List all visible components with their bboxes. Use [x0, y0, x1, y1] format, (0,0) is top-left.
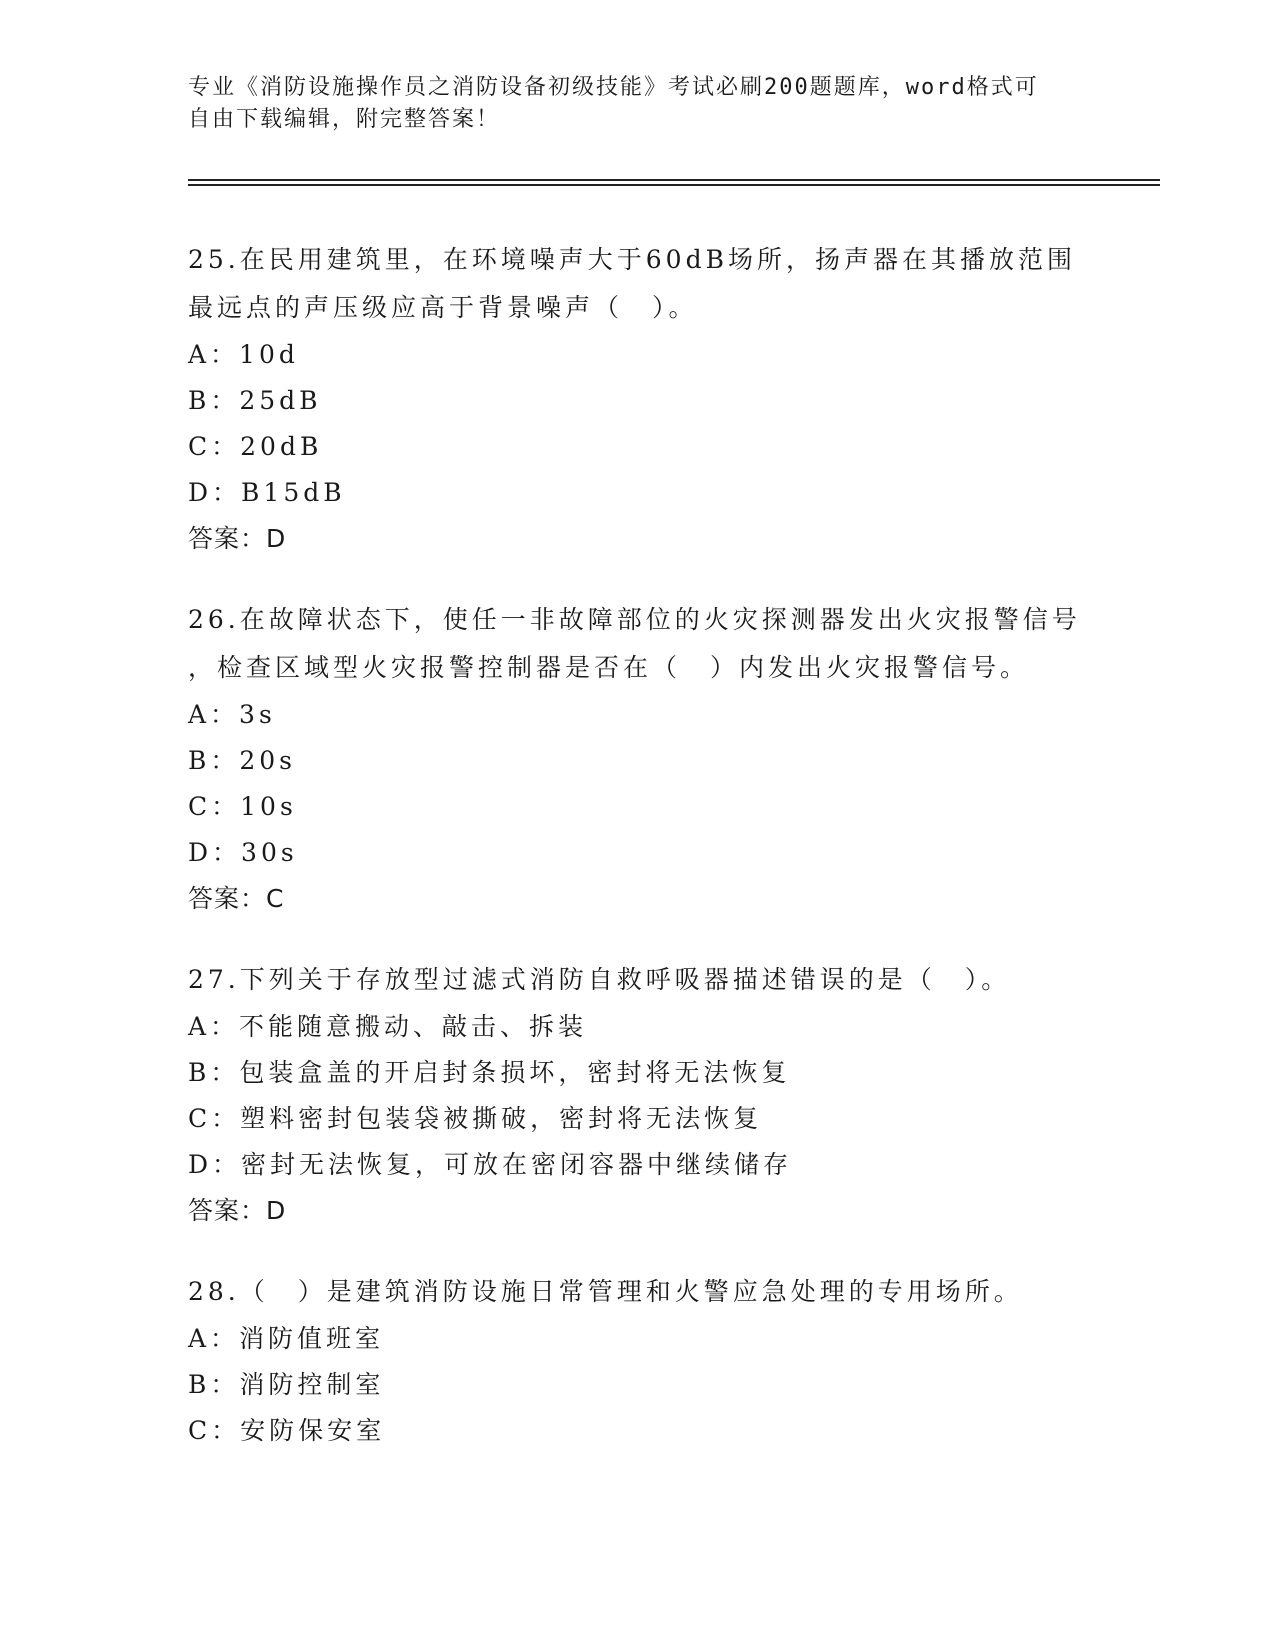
document-header — [188, 72, 1068, 136]
option-d: D：密封无法恢复，可放在密闭容器中继续储存 — [188, 1150, 793, 1179]
option-b: B：20s — [188, 746, 297, 775]
option-a: A：消防值班室 — [188, 1324, 385, 1353]
option-b: B：25dB — [188, 386, 322, 415]
question-list — [188, 236, 1108, 1488]
question-stem-line: 27.下列关于存放型过滤式消防自救呼吸器描述错误的是（ ）。 — [188, 965, 1011, 994]
answer-label: 答案：D — [188, 1196, 287, 1225]
option-c: C：20dB — [188, 432, 323, 461]
option-c: C：塑料密封包装袋被撕破，密封将无法恢复 — [188, 1104, 763, 1133]
question-stem-line: 26.在故障状态下，使任一非故障部位的火灾探测器发出火灾报警信号 — [188, 605, 1081, 634]
option-a: A：3s — [188, 700, 276, 729]
option-c: C：10s — [188, 792, 297, 821]
header-line-2: 自由下载编辑，附完整答案！ — [188, 107, 501, 132]
answer-label: 答案：D — [188, 524, 287, 553]
question-27 — [188, 956, 1108, 1234]
option-d: D：30s — [188, 838, 298, 867]
option-b: B：消防控制室 — [188, 1370, 385, 1399]
question-stem-line: 28.（ ）是建筑消防设施日常管理和火警应急处理的专用场所。 — [188, 1277, 1023, 1306]
option-a: A：不能随意搬动、敲击、拆装 — [188, 1012, 588, 1041]
header-divider-bottom — [188, 184, 1160, 186]
option-d: D：B15dB — [188, 478, 346, 507]
question-stem-line: 最远点的声压级应高于背景噪声（ ）。 — [188, 293, 698, 322]
option-c: C：安防保安室 — [188, 1416, 386, 1445]
header-divider-top — [188, 179, 1160, 181]
question-25 — [188, 236, 1108, 562]
option-b: B：包装盒盖的开启封条损坏，密封将无法恢复 — [188, 1058, 791, 1087]
question-stem-line: 25.在民用建筑里，在环境噪声大于60dB场所，扬声器在其播放范围 — [188, 245, 1076, 274]
question-stem-line: ，检查区域型火灾报警控制器是否在（ ）内发出火灾报警信号。 — [188, 653, 1030, 682]
option-a: A：10d — [188, 340, 299, 369]
question-28 — [188, 1268, 1108, 1454]
question-26 — [188, 596, 1108, 922]
answer-label: 答案：C — [188, 884, 285, 913]
header-line-1: 专业《消防设施操作员之消防设备初级技能》考试必刷200题题库，word格式可 — [188, 75, 1039, 100]
